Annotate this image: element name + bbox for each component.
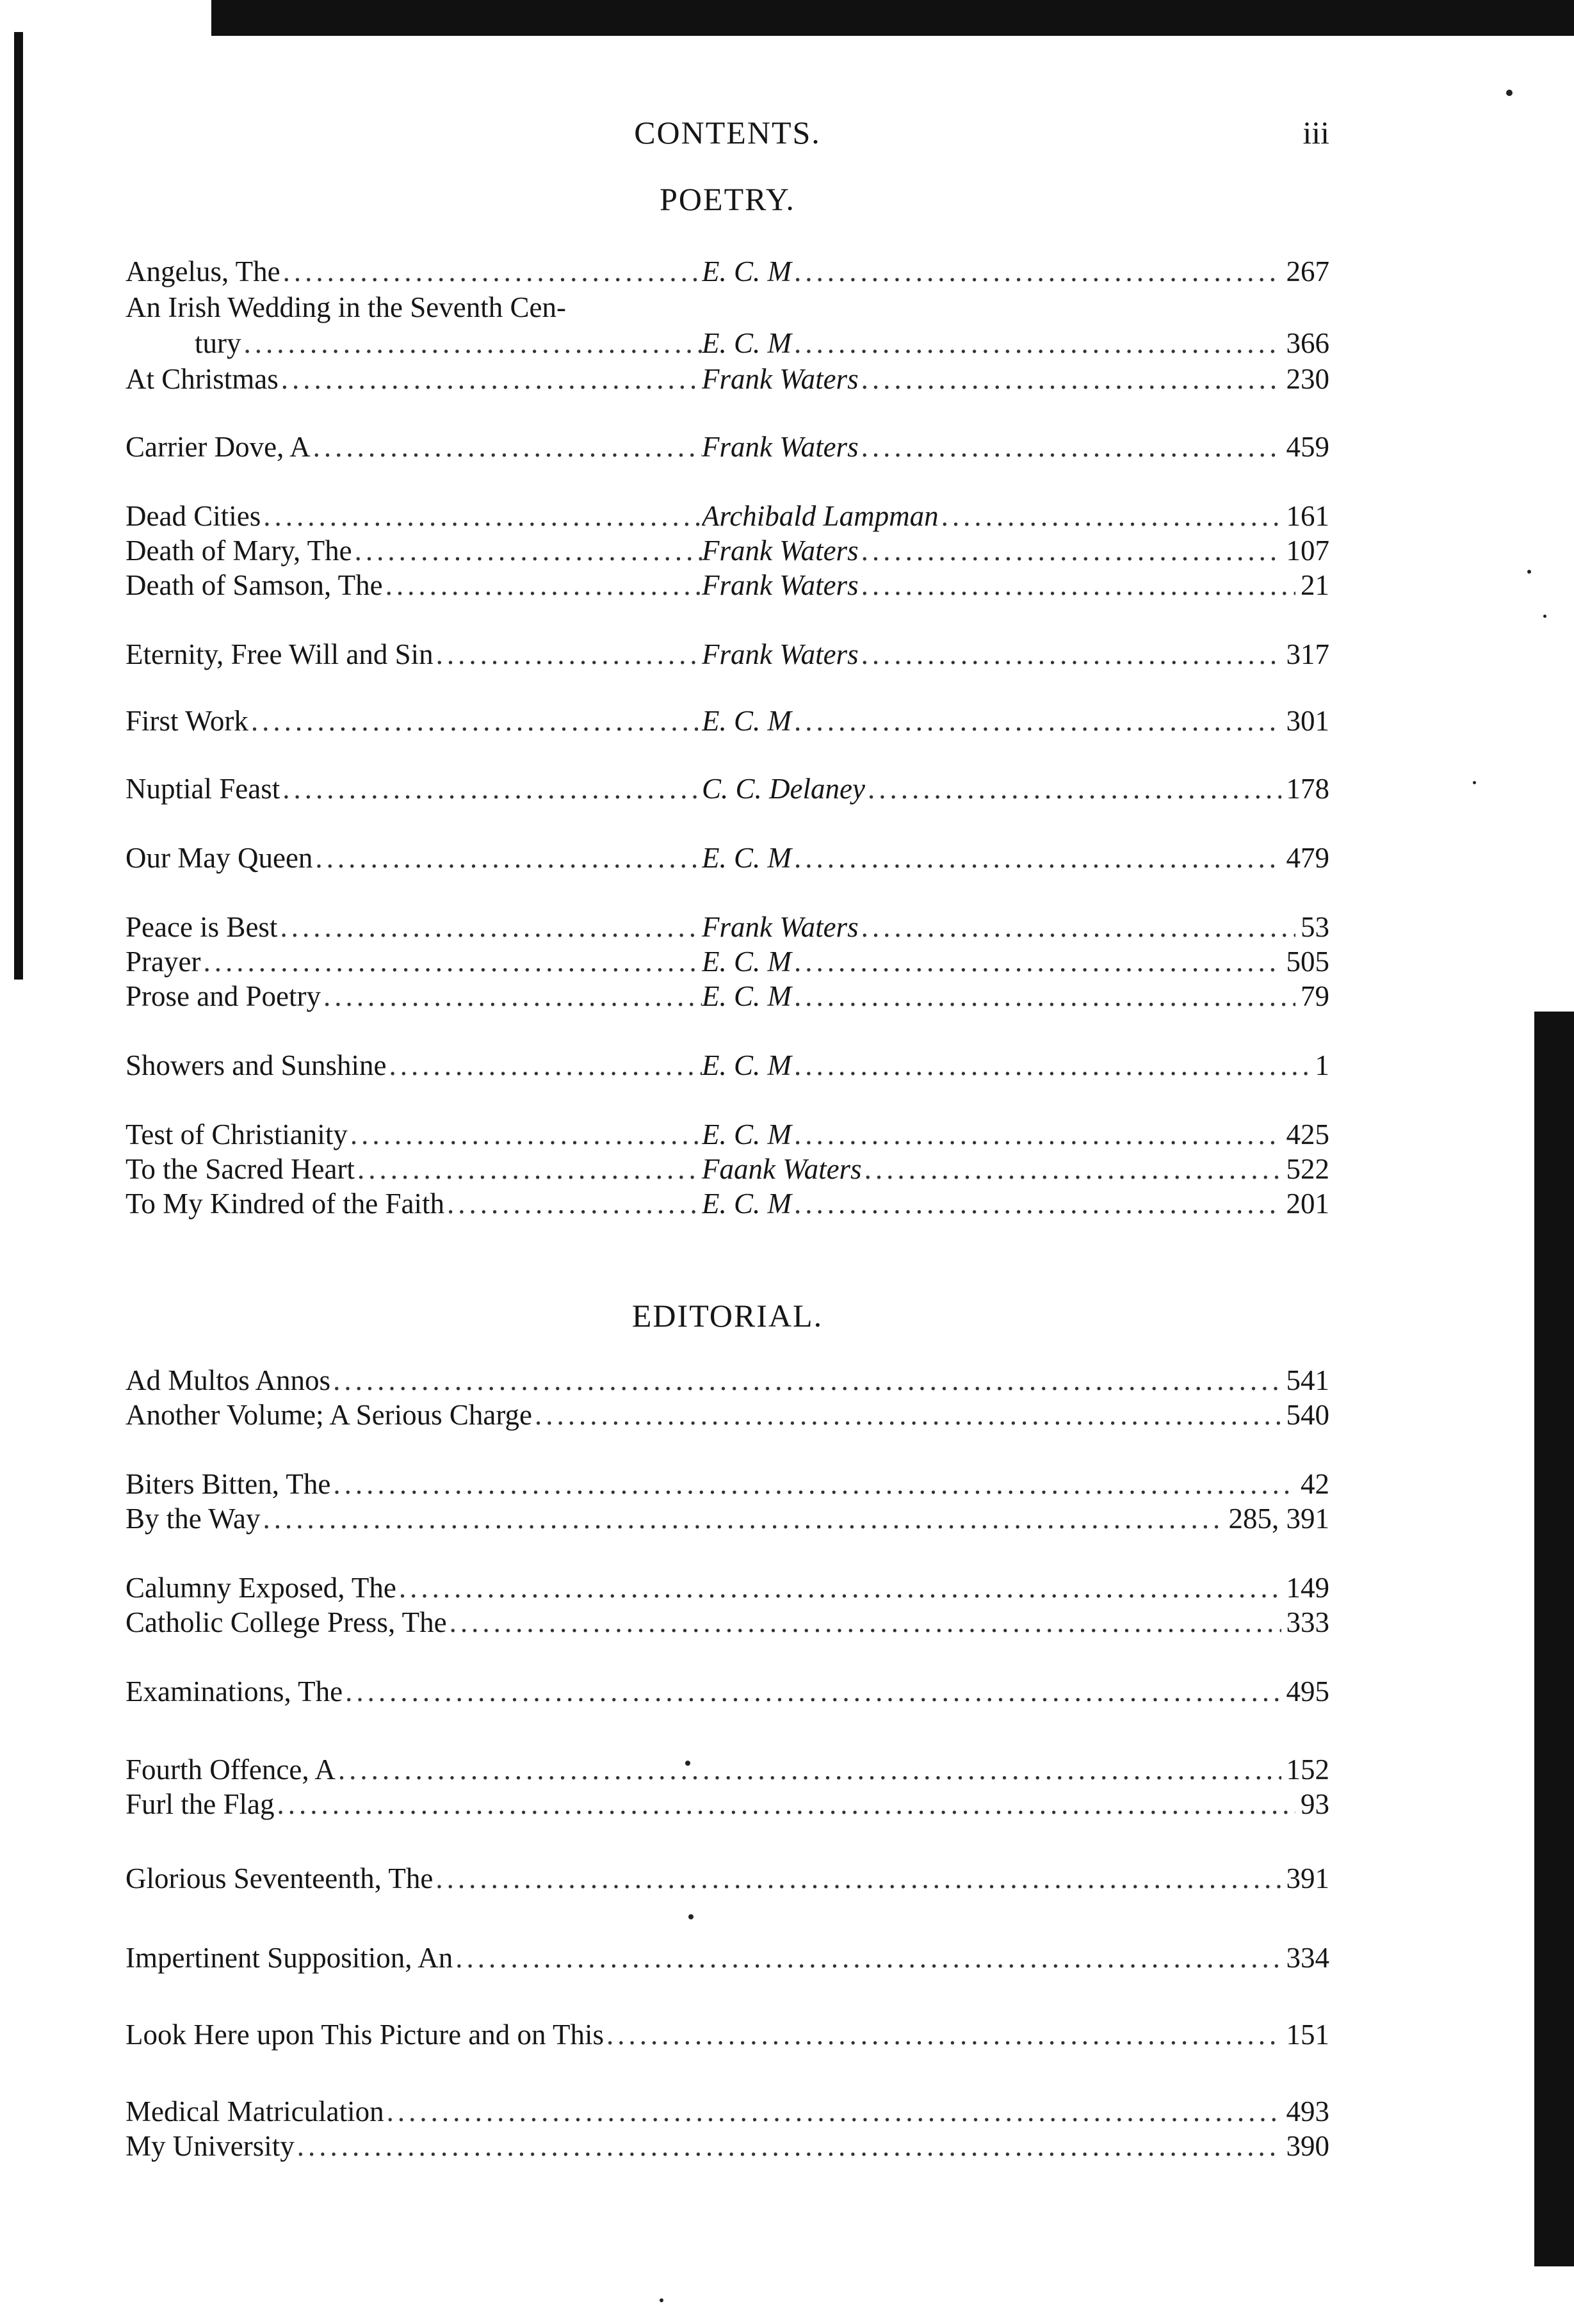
entry-title: Another Volume; A Serious Charge	[126, 1399, 532, 1431]
page-number: iii	[1302, 115, 1329, 150]
entry-page: 151	[1286, 2019, 1329, 2051]
print-speck	[1527, 570, 1531, 574]
entry-title-continuation: tury	[195, 327, 241, 359]
entry-title: Medical Matriculation	[126, 2095, 384, 2127]
entry-title: Catholic College Press, The	[126, 1606, 447, 1638]
poetry-entry	[126, 1117, 1329, 1152]
poetry-entry	[126, 361, 1329, 397]
entry-title: Angelus, The	[126, 255, 280, 287]
entry-title: Biters Bitten, The	[126, 1468, 331, 1500]
entry-author: Faank Waters	[702, 1153, 862, 1185]
entry-page: 107	[1286, 535, 1329, 567]
entry-page: 317	[1286, 638, 1329, 670]
entry-author: Frank Waters	[702, 535, 859, 567]
poetry-entry	[126, 703, 1329, 739]
entry-page: 495	[1286, 1675, 1329, 1707]
editorial-entry	[126, 1466, 1329, 1502]
entry-page: 479	[1286, 842, 1329, 874]
editorial-entry	[126, 1860, 1329, 1896]
editorial-entry	[126, 1570, 1329, 1606]
entry-title: Death of Samson, The	[126, 569, 383, 601]
entry-title: Death of Mary, The	[126, 535, 352, 567]
entry-page: 334	[1286, 1942, 1329, 1974]
poetry-entry	[126, 1151, 1329, 1187]
print-speck	[685, 1761, 690, 1766]
poetry-entry	[126, 840, 1329, 876]
poetry-entry	[126, 771, 1329, 807]
entry-page: 505	[1286, 946, 1329, 978]
poetry-entry	[126, 498, 1329, 534]
entry-page: 391	[1286, 1862, 1329, 1894]
print-speck	[1506, 90, 1513, 96]
print-speck	[1473, 781, 1476, 784]
entry-page: 152	[1286, 1754, 1329, 1786]
entry-title: Dead Cities	[126, 500, 261, 532]
editorial-entry	[126, 1786, 1329, 1822]
entry-page: 178	[1286, 773, 1329, 805]
entry-title: First Work	[126, 705, 248, 737]
entry-title: By the Way	[126, 1503, 261, 1535]
entry-page: 541	[1286, 1364, 1329, 1396]
poetry-entry	[126, 636, 1329, 672]
poetry-entry	[126, 978, 1329, 1014]
entry-title: Furl the Flag	[126, 1788, 275, 1820]
entry-title: Our May Queen	[126, 842, 313, 874]
entry-page: 459	[1286, 431, 1329, 463]
entry-title: Carrier Dove, A	[126, 431, 311, 463]
entry-title: Glorious Seventeenth, The	[126, 1862, 434, 1894]
entry-author: E. C. M	[702, 1049, 791, 1081]
poetry-entry	[126, 1186, 1329, 1222]
left-border-rule	[14, 32, 23, 980]
poetry-entry	[126, 909, 1329, 945]
entry-page: 1	[1315, 1049, 1329, 1081]
entry-page: 267	[1286, 255, 1329, 287]
entry-author: E. C. M	[702, 705, 791, 737]
entry-page: 366	[1286, 327, 1329, 359]
poetry-entry	[126, 325, 1329, 361]
entry-author: E. C. M	[702, 327, 791, 359]
entry-title: Impertinent Supposition, An	[126, 1942, 453, 1974]
entry-page: 522	[1286, 1153, 1329, 1185]
entry-title: My University	[126, 2130, 295, 2162]
editorial-entry	[126, 1397, 1329, 1433]
entry-page: 333	[1286, 1606, 1329, 1638]
entry-author: Frank Waters	[702, 638, 859, 670]
entry-page: 161	[1286, 500, 1329, 532]
entry-title: To My Kindred of the Faith	[126, 1188, 445, 1220]
editorial-entry	[126, 1362, 1329, 1398]
entry-author: E. C. M	[702, 1188, 791, 1220]
entry-title: Fourth Offence, A	[126, 1754, 336, 1786]
entry-title: Nuptial Feast	[126, 773, 280, 805]
editorial-entry	[126, 1501, 1329, 1537]
entry-page: 149	[1286, 1572, 1329, 1604]
print-speck	[688, 1914, 694, 1919]
entry-title: Examinations, The	[126, 1675, 343, 1707]
entry-page: 93	[1301, 1788, 1329, 1820]
editorial-entry	[126, 1940, 1329, 1976]
editorial-entry	[126, 1752, 1329, 1787]
editorial-entry	[126, 1674, 1329, 1709]
entry-title: Peace is Best	[126, 911, 278, 943]
entry-author: Frank Waters	[702, 431, 859, 463]
print-speck	[660, 2298, 663, 2302]
entry-page: 425	[1286, 1118, 1329, 1150]
entry-author: Frank Waters	[702, 911, 859, 943]
entry-page: 493	[1286, 2095, 1329, 2127]
entry-author: Archibald Lampman	[702, 500, 939, 532]
poetry-entry	[126, 533, 1329, 569]
entry-title: To the Sacred Heart	[126, 1153, 355, 1185]
poetry-entry	[126, 429, 1329, 465]
entry-page: 230	[1286, 363, 1329, 395]
poetry-entry	[126, 567, 1329, 603]
entry-page: 21	[1301, 569, 1329, 601]
entry-title: At Christmas	[126, 363, 279, 395]
editorial-entry	[126, 2128, 1329, 2164]
entry-author: E. C. M	[702, 946, 791, 978]
entry-page: 301	[1286, 705, 1329, 737]
entry-title: Ad Multos Annos	[126, 1364, 331, 1396]
editorial-entry	[126, 2017, 1329, 2053]
entry-page: 53	[1301, 911, 1329, 943]
right-border-rule	[1534, 1012, 1574, 2266]
entry-page: 390	[1286, 2130, 1329, 2162]
entry-author: E. C. M	[702, 842, 791, 874]
entry-page: 540	[1286, 1399, 1329, 1431]
entry-page: 42	[1301, 1468, 1329, 1500]
editorial-entry	[126, 2094, 1329, 2129]
contents-page	[126, 0, 1329, 2324]
page-title: CONTENTS.	[634, 115, 821, 150]
poetry-entry	[126, 254, 1329, 289]
editorial-entry	[126, 1604, 1329, 1640]
print-speck	[1543, 615, 1546, 618]
page-header	[126, 114, 1329, 159]
poetry-entry	[126, 1047, 1329, 1083]
editorial-heading: EDITORIAL.	[631, 1298, 824, 1334]
entry-page: 285, 391	[1228, 1503, 1329, 1535]
entry-title: Calumny Exposed, The	[126, 1572, 396, 1604]
entry-author: E. C. M	[702, 980, 791, 1012]
poetry-entry	[126, 944, 1329, 980]
entry-author: C. C. Delaney	[702, 773, 865, 805]
entry-title: Prose and Poetry	[126, 980, 321, 1012]
entry-title: Prayer	[126, 946, 201, 978]
poetry-heading: POETRY.	[660, 181, 795, 217]
entry-page: 79	[1301, 980, 1329, 1012]
entry-title: Test of Christianity	[126, 1118, 348, 1150]
entry-page: 201	[1286, 1188, 1329, 1220]
entry-author: Frank Waters	[702, 569, 859, 601]
poetry-entry-title-line: An Irish Wedding in the Seventh Cen-	[126, 291, 566, 323]
entry-title: Showers and Sunshine	[126, 1049, 387, 1081]
entry-author: E. C. M	[702, 255, 791, 287]
entry-author: E. C. M	[702, 1118, 791, 1150]
entry-title: Look Here upon This Picture and on This	[126, 2019, 604, 2051]
entry-title: Eternity, Free Will and Sin	[126, 638, 434, 670]
entry-author: Frank Waters	[702, 363, 859, 395]
